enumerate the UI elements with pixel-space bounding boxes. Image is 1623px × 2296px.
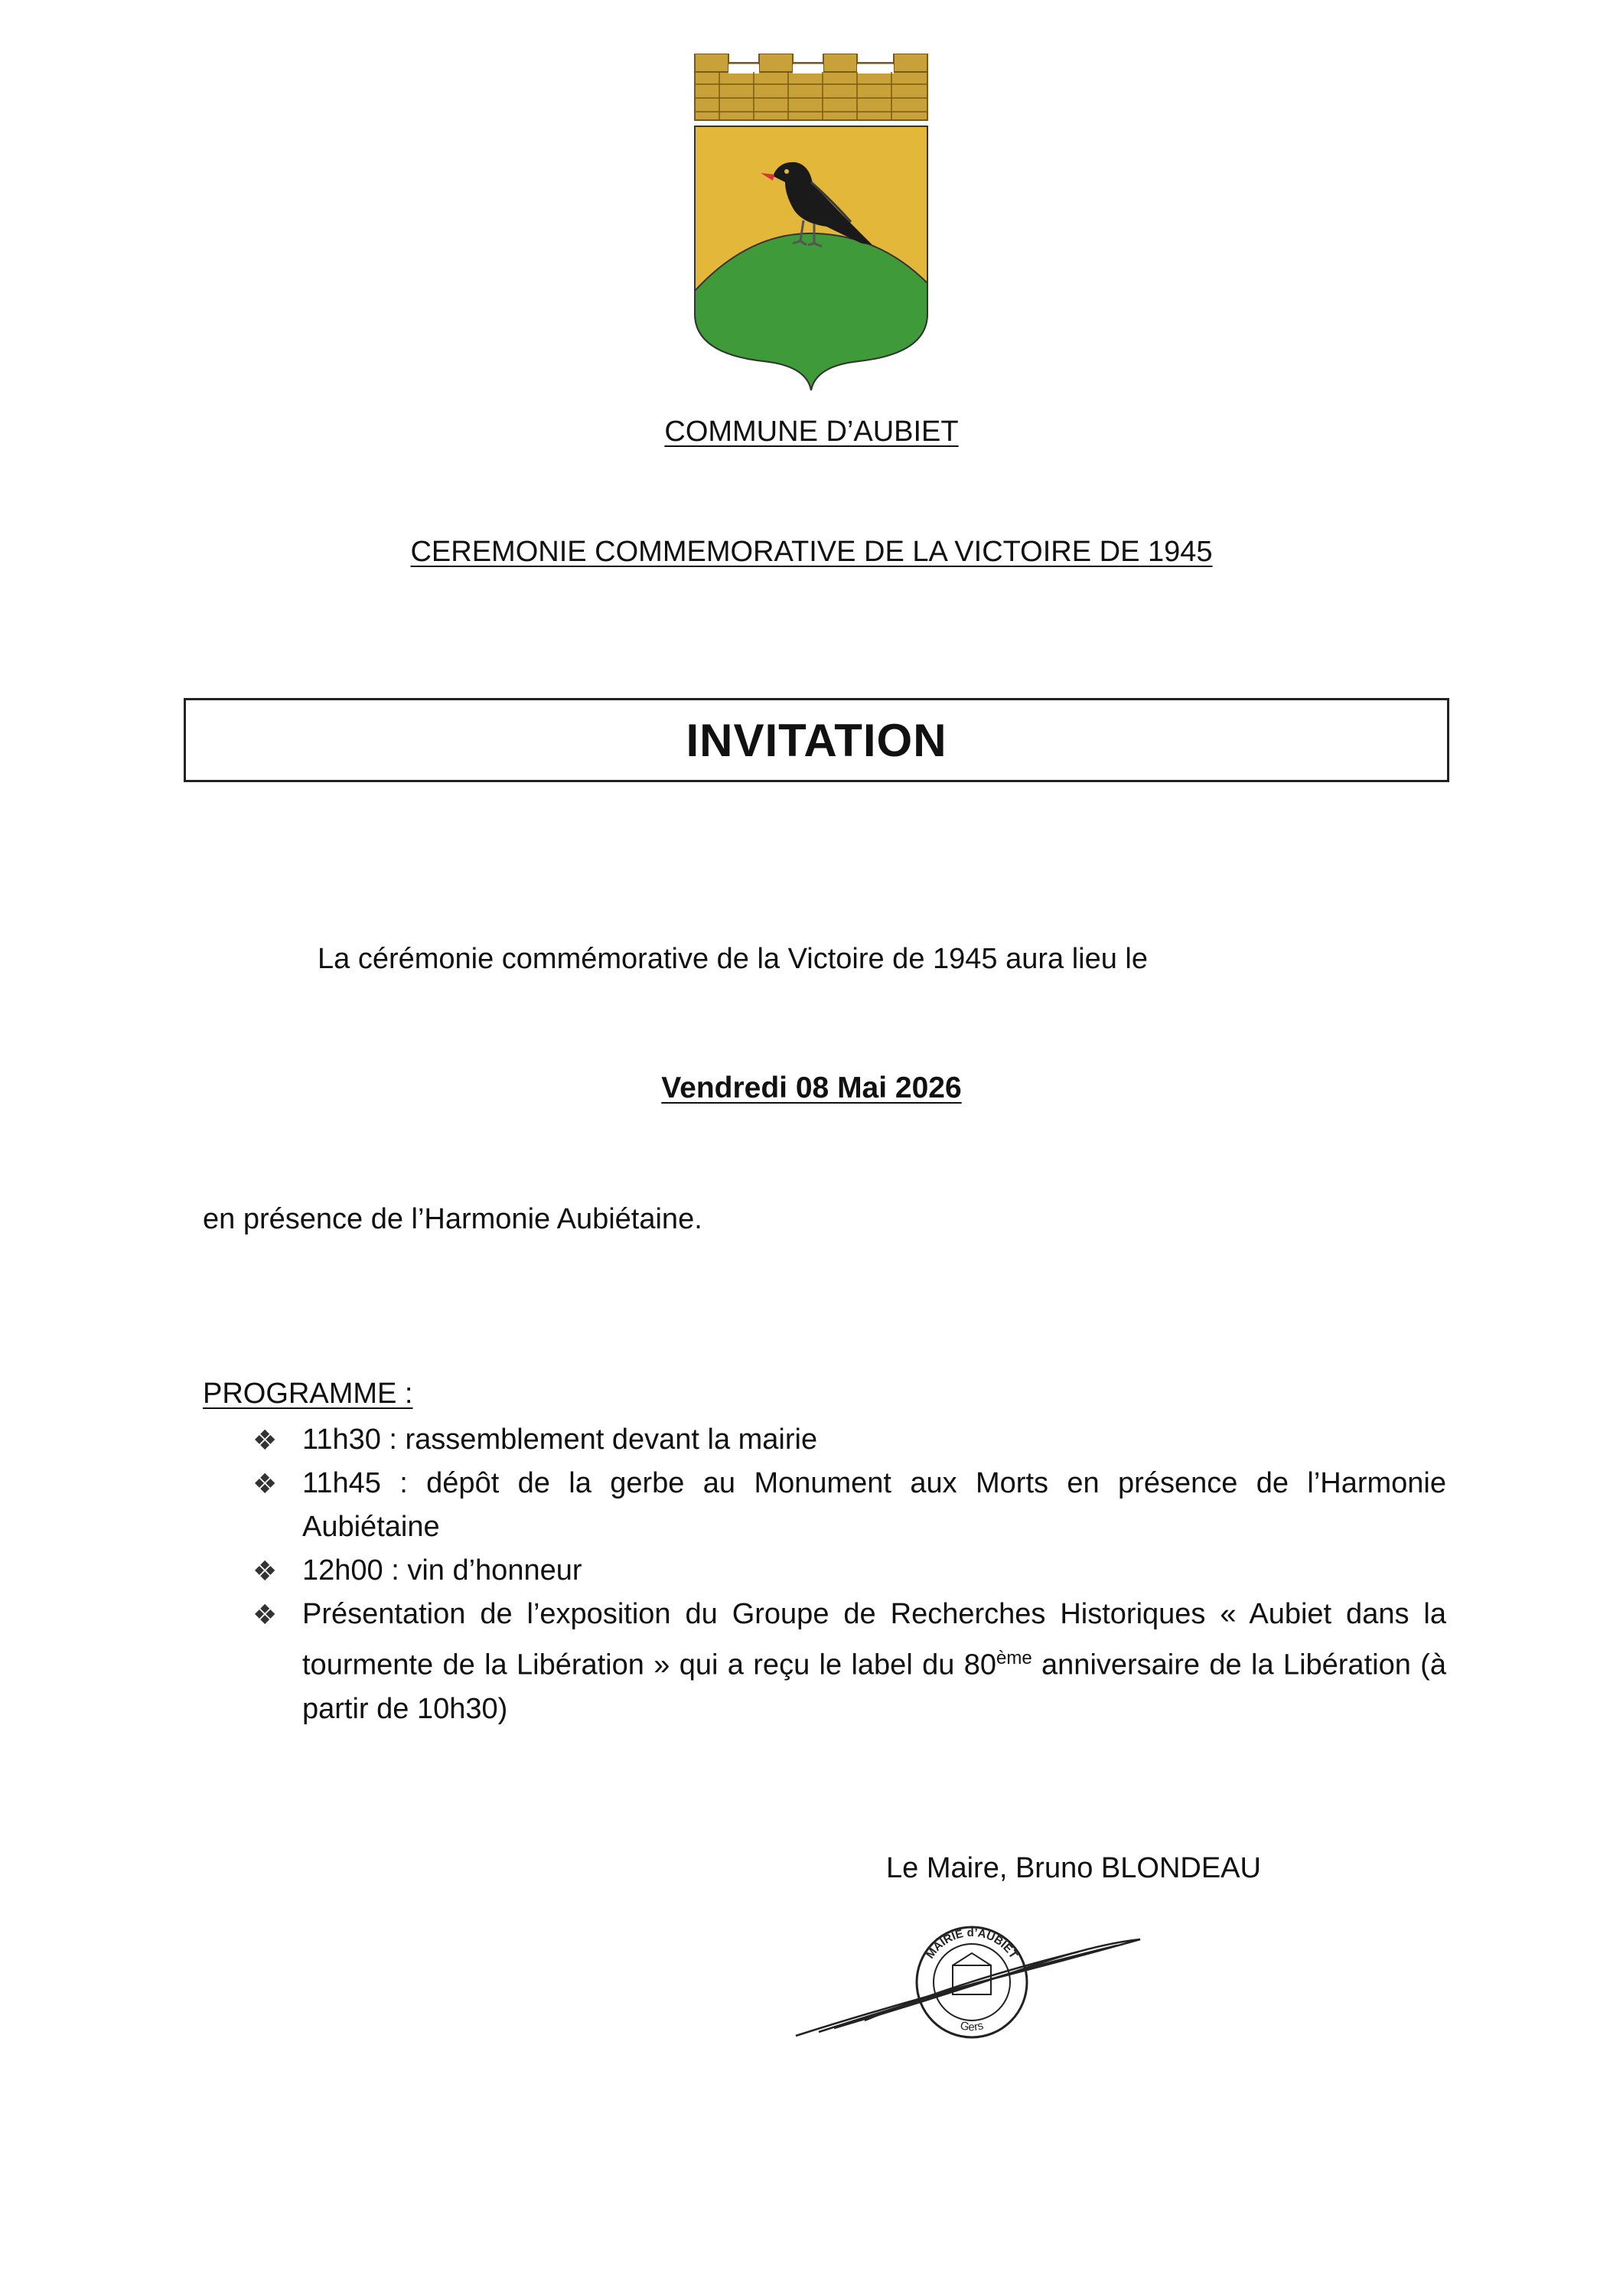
diamond-bullet-icon: ❖: [253, 1468, 278, 1499]
programme-item-text: 11h30 : rassemblement devant la mairie: [302, 1424, 818, 1456]
list-item: [253, 1418, 1446, 1462]
invitation-banner: [184, 698, 1449, 782]
mayor-signature-line: Le Maire, Bruno BLONDEAU: [886, 1852, 1261, 1884]
list-item: [253, 1462, 1446, 1549]
diamond-bullet-icon: ❖: [253, 1555, 278, 1587]
expo-text-after: anniversaire de la Libération (à partir de 10h30): [302, 1649, 1446, 1725]
programme-item-text: 12h00 : vin d’honneur: [302, 1554, 582, 1587]
coat-of-arms: [681, 54, 941, 394]
mural-crown-icon: [695, 54, 927, 120]
official-stamp-and-signature: [788, 1906, 1155, 2059]
event-date: Vendredi 08 Mai 2026: [661, 1071, 962, 1104]
expo-text-before: Présentation de l’exposition du Groupe de Recherches Historiques « Aubiet dans la tourmente de la Libération » qui a reçu le label du 80: [302, 1598, 1446, 1681]
programme-title: PROGRAMME :: [203, 1378, 413, 1410]
programme-list: [253, 1418, 1446, 1731]
list-item: [253, 1549, 1446, 1593]
list-item: [253, 1593, 1446, 1731]
presence-text: en présence de l’Harmonie Aubiétaine.: [203, 1203, 702, 1235]
intro-text: La cérémonie commémorative de la Victoire de 1945 aura lieu le: [318, 943, 1149, 975]
stamp-top-text: MAIRIE d’AUBIET: [924, 1926, 1020, 1962]
diamond-bullet-icon: ❖: [253, 1599, 278, 1630]
invitation-heading: INVITATION: [686, 715, 947, 766]
svg-text:Gers: [959, 2019, 985, 2033]
ceremony-title: CEREMONIE COMMEMORATIVE DE LA VICTOIRE DE 1945: [410, 536, 1213, 568]
stamp-bottom-text: Gers: [959, 2019, 986, 2034]
commune-title: COMMUNE D’AUBIET: [664, 416, 959, 448]
diamond-bullet-icon: ❖: [253, 1424, 278, 1456]
ordinal-suffix: ème: [996, 1648, 1032, 1668]
programme-item-text: 11h45 : dépôt de la gerbe au Monument aux Morts en présence de l’Harmonie Aubiétaine: [302, 1467, 1446, 1543]
